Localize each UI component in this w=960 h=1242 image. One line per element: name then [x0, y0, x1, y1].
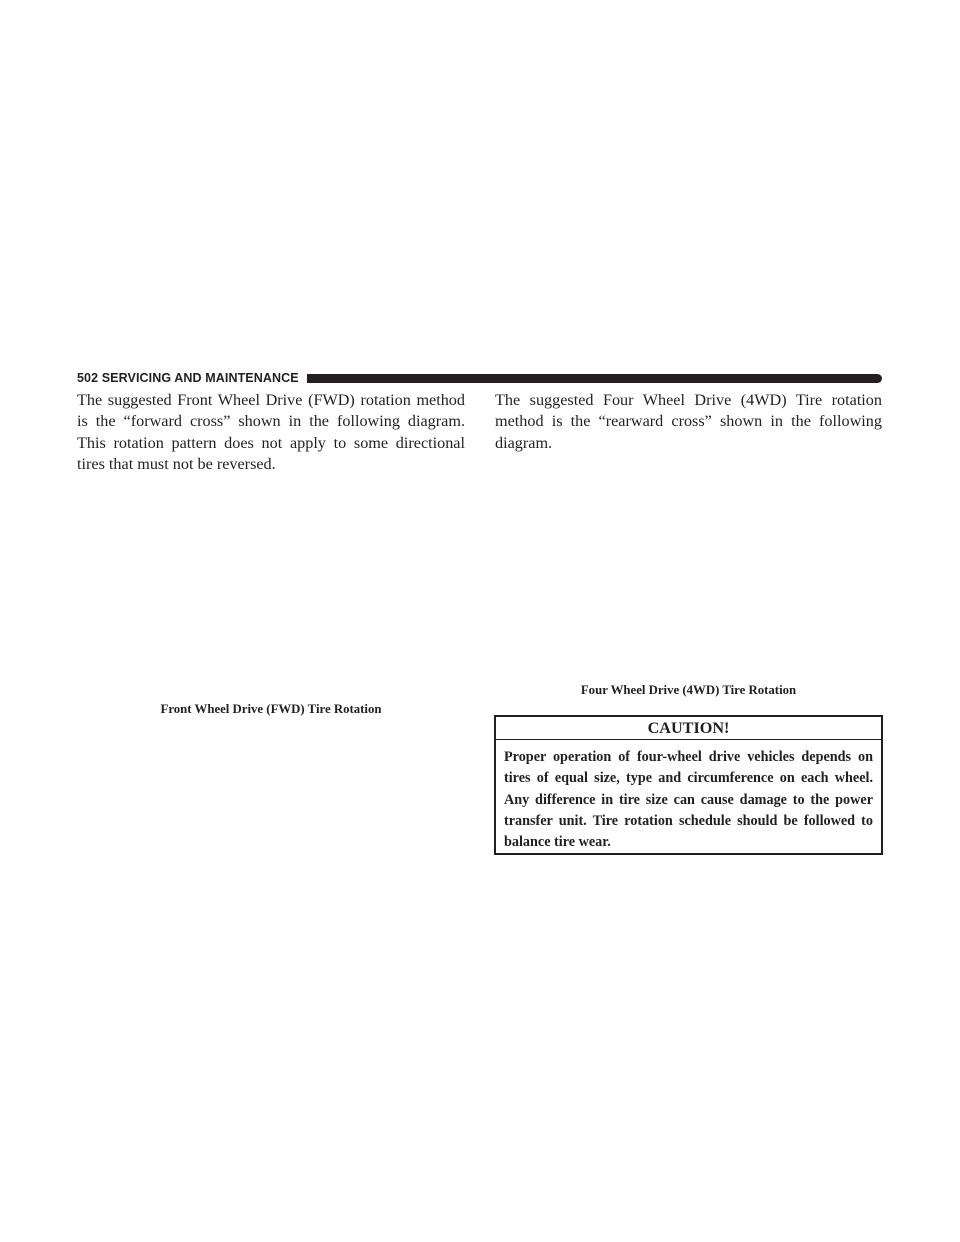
header-rule-bar — [307, 374, 882, 383]
page-header — [77, 370, 882, 386]
caution-box — [494, 715, 883, 855]
fwd-rotation-paragraph: The suggested Front Wheel Drive (FWD) rotation method is the “forward cross” shown in the following diagram. This rotation pattern does not apply to some directional tires that must not be reversed. — [77, 391, 465, 473]
caution-body: Proper operation of four-wheel drive vehicles depends on tires of equal size, type and circumference on each wheel. Any difference in tire size can cause damage to the power transfer unit. Tire rotation schedule should be followed to balance tire wear. — [504, 749, 873, 851]
fwd-figure-caption: Front Wheel Drive (FWD) Tire Rotation — [160, 702, 382, 716]
page-number-section-title: 502 SERVICING AND MAINTENANCE — [77, 371, 299, 385]
fwd-rotation-diagram — [77, 480, 465, 695]
caution-title: CAUTION! — [496, 717, 881, 740]
4wd-figure-caption: Four Wheel Drive (4WD) Tire Rotation — [580, 683, 797, 697]
4wd-rotation-paragraph: The suggested Four Wheel Drive (4WD) Tire rotation method is the “rearward cross” shown in the following diagram. — [495, 391, 882, 452]
4wd-rotation-diagram — [495, 480, 882, 680]
